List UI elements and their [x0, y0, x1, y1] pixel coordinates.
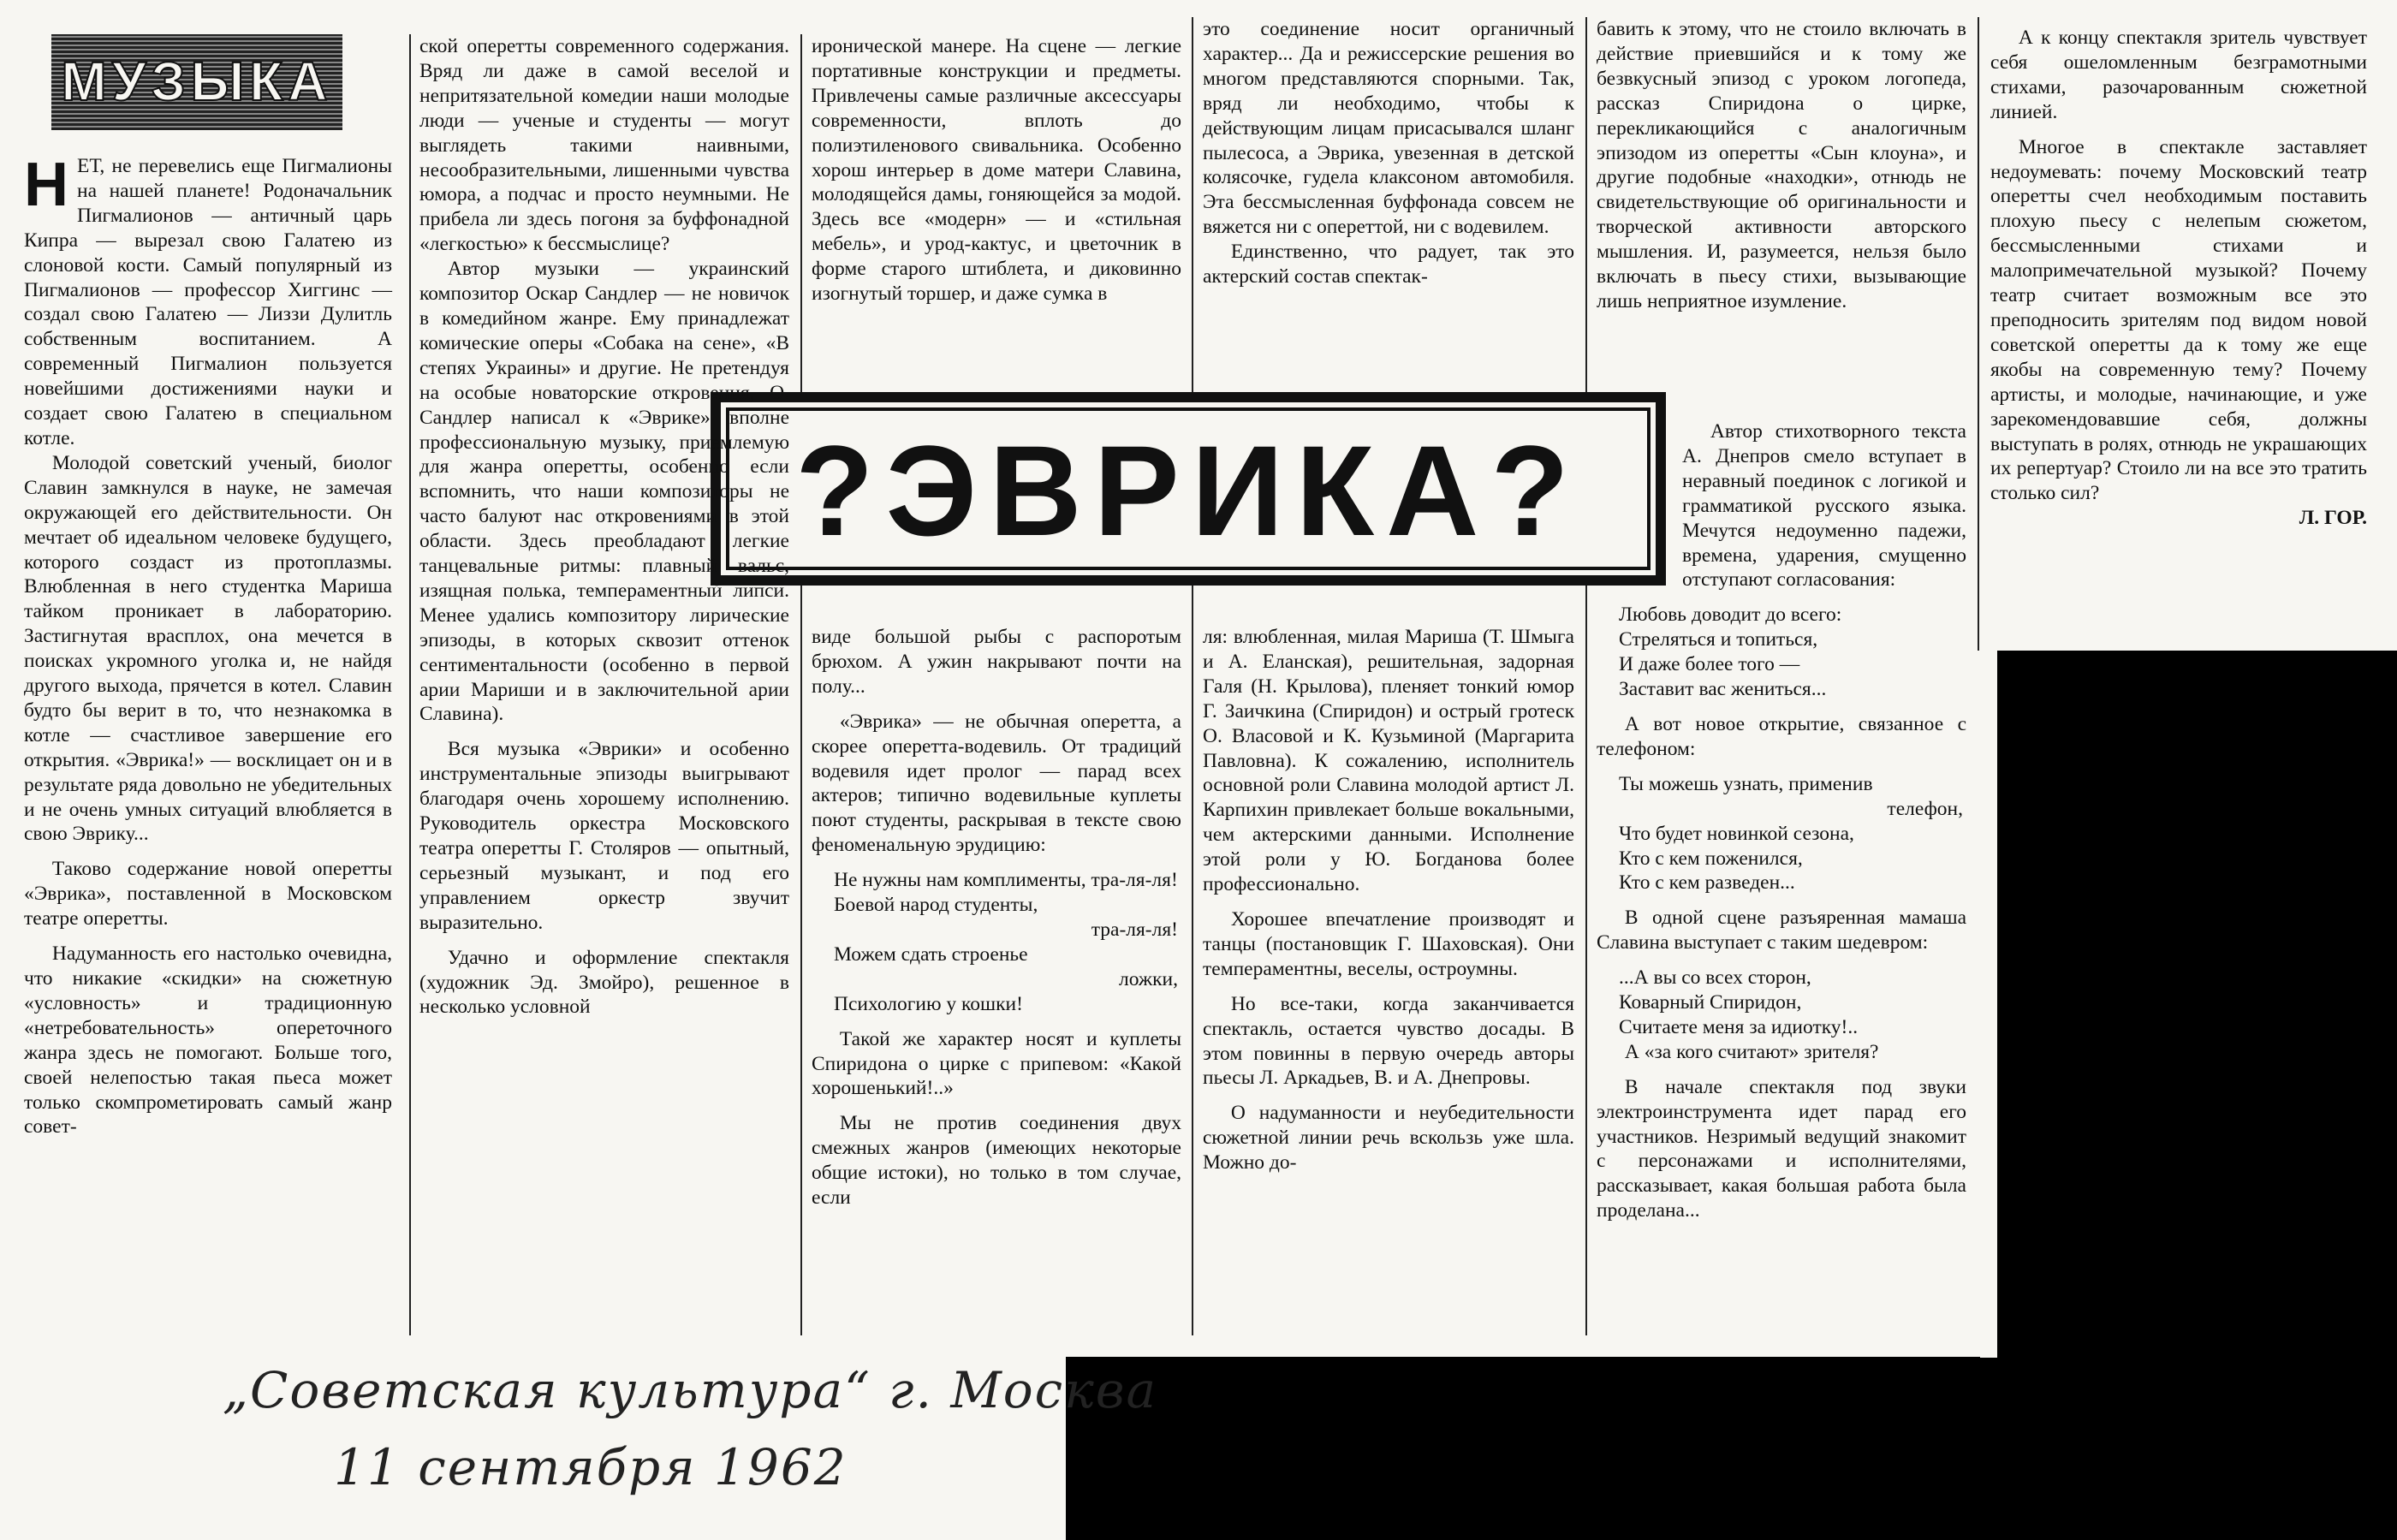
paragraph: А «за кого считают» зрителя?	[1624, 1040, 1879, 1063]
paragraph: Удачно и оформление спектакля (художник Эд. Змойро), решенное в несколько условной	[419, 946, 789, 1019]
paragraph: Молодой советский ученый, биолог Славин замкнулся в науке, не замечая окружающей его действительности. Он мечтает об идеальном человеке будущего, которого создаст из протоплазмы. Влюбленная в него студентка Мариша тайком проникает в лабораторию. Застигнутая врасплох, она мечется в поисках укромного уголка и, не найдя другого выхода, прячется в котел. Славин будто бы верит в то, что незнакомка в котле — счастливое завершение его открытия. «Эврика!» — восклицает он и в результате ряда довольно не убедительных и не очень умных ситуаций влюбляется в свою Эврику...	[24, 451, 392, 846]
handwritten-date-note: 11 сентября 1962	[334, 1438, 848, 1496]
paragraph: ЕТ, не перевелись еще Пигмалионы на нашей планете! Родоначальник Пигмалионов — античный царь Кипра — вырезал свою Галатею из слоновой кости. Самый популярный из Пигмалионов — профессор Хиггинс — создал свою Галатею — Лиззи Дулитль собственным воспитанием. А современный Пигмалион пользуется новейшими достижениями науки и создает свою Галатею в специальном котле.	[24, 155, 392, 449]
verse-line: Коварный Спиридон,	[1619, 991, 1802, 1014]
article-column-4-bottom	[1203, 625, 1574, 1175]
verse-line: ...А вы со всех сторон,	[1619, 966, 1811, 990]
paragraph: ской оперетты современного содержания. Вряд ли даже в самой веселой и непритязательной комедии наши молодые люди — ученые и студенты — могут выглядеть такими наивными, несообразительными, лишенными чувства юмора, а подчас и просто неумными. Не прибела ли здесь погоня за буффонадной «легкостью» к бессмыслице?	[419, 35, 789, 256]
headline-box	[711, 392, 1666, 586]
paragraph: Мы не против соединения двух смежных жанров (имеющих некоторые общие истоки), но только в том случае, если	[812, 1112, 1181, 1210]
paragraph: виде большой рыбы с распоротым брюхом. А ужин накрывают почти на полу...	[812, 626, 1181, 698]
article-column-3-bottom	[812, 625, 1181, 1210]
verse-line: Кто с кем поженился,	[1619, 847, 1803, 870]
paragraph: Единственно, что радует, так это актерский состав спектак-	[1203, 241, 1574, 288]
headline: ?ЭВРИКА?	[794, 419, 1582, 562]
article-column-2	[419, 34, 789, 1020]
paragraph: А к концу спектакля зритель чувствует себя ошеломленным безграмотными стихами, разочарованным сюжетной линией.	[1990, 27, 2367, 123]
paragraph: Многое в спектакле заставляет недоумевать: почему Московский театр оперетты счел необходимым поставить плохую пьесу с нелепым сюжетом, бессмысленными стихами и малопримечательной музыкой? Почему театр считает возможным все это преподносить зрителям под видом новой советской оперетты да к тому же еще якобы на современную тему? Почему артисты, и молодые, начинающие, и уже зарекомендовавшие себя, должны выступать в ролях, отнюдь не украшающих их репертуар? Стоило ли на все это тратить столько сил?	[1990, 135, 2367, 505]
paragraph: бавить к этому, что не стоило включать в действие приевшийся и к тому же безвкусный эпизод с уроком логопеда, рассказ Спиридона о цирке, перекликающийся с аналогичным эпизодом из оперетты «Сын клоуна», и другие подобные «находки», отнюдь не свидетельствующие об оригинальности и творческой активности авторского мышления. И, разумеется, нельзя было включать в пьесу стихи, вызывающие лишь неприятное изумление.	[1597, 18, 1966, 312]
author-signature: Л. ГОР.	[2299, 507, 2367, 530]
article-column-5-bottom	[1597, 419, 1966, 1223]
verse-line: И даже более того —	[1619, 653, 1800, 676]
paragraph: Надуманность его настолько очевидна, что никакие «скидки» на сюжетную «условность» и традиционную «нетребовательность» опереточного жанра здесь не помогают. Больше того, своей нелепостью такая пьеса может только скомпрометировать самый жанр совет-	[24, 942, 392, 1139]
verse-line: Можем сдать строенье	[834, 942, 1028, 966]
verse-line: тра-ля-ля!	[1091, 918, 1178, 941]
verse-line: Считаете меня за идиотку!..	[1619, 1015, 1859, 1038]
paragraph: В одной сцене разъяренная мамаша Славина выступает с таким шедевром:	[1597, 907, 1966, 954]
paragraph: О надуманности и неубедительности сюжетной линии речь вскользь уже шла. Можно до-	[1203, 1102, 1574, 1174]
paragraph: это соединение носит органичный характер... Да и режиссерские решения во многом представляются спорными. Так, вряд ли необходимо, чтобы к действующим лицам присасывался шланг пылесоса, а Эврика, увезенная в детской колясочке, гудела клаксоном автомобиля. Эта бессмысленная буффонада совсем не вяжется ни с опереттой, ни с водевилем.	[1203, 18, 1574, 239]
paragraph: Такой же характер носят и куплеты Спиридона о цирке с припевом: «Какой хорошенький!..»	[812, 1027, 1181, 1100]
column-rule	[800, 34, 802, 1335]
verse-line: Боевой народ студенты,	[834, 894, 1038, 917]
paragraph: «Эврика» — не обычная оперетта, а скорее оперетта-водевиль. От традиций водевиля идет пролог — парад всех актеров; типично водевильные куплеты поют студенты, раскрывая в тексте свою феноменальную эрудицию:	[812, 710, 1181, 857]
column-rule	[409, 34, 411, 1335]
verse-line: Не нужны нам комплименты, тра-ля-ля!	[834, 869, 1178, 892]
paragraph: А вот новое открытие, связанное с телефоном:	[1597, 712, 1966, 760]
rubric-banner	[51, 34, 342, 130]
verse-line: Стреляться и топиться,	[1619, 628, 1818, 651]
paragraph: ля: влюбленная, милая Мариша (Т. Шмыга и А. Еланская), решительная, задорная Галя (Н. Крылова), пленяет тонкий юмор Г. Заичкина (Спиридон) и острый гротеск О. Власовой и К. Кузьминой (Маргарита Павловна). К сожалению, исполнитель основной роли Славина молодой артист Л. Карпихин привлекает больше вокальными, чем актерскими данными. Исполнение этой роли у Ю. Богданова более профессионально.	[1203, 626, 1574, 896]
paragraph: Вся музыка «Эврики» и особенно инструментальные эпизоды выигрывают благодаря очень хорошему исполнению. Руководитель оркестра Московского театра оперетты Г. Столяров — опытный, серьезный музыкант, и под его управлением оркестр звучит выразительно.	[419, 738, 789, 934]
paragraph: Автор музыки — украинский композитор Оскар Сандлер — не новичок в комедийном жанре. Ему принадлежат комические оперы «Собака на сене», «В степях Украины» и другие. Не претендуя на особые новаторские откровения, О. Сандлер написал к «Эврике» вполне профессиональную музыку, приемлемую для жанра оперетты, особенно если вспомнить, что наши композиторы не часто балуют нас откровениями в этой области. Здесь преобладают легкие танцевальные ритмы: плавный вальс, изящная полька, темпераментный липси. Менее удались композитору лирические эпизоды, в которых сквозит оттенок сентиментальности (особенно в первой арии Мариши и в заключительной арии Славина).	[419, 258, 789, 726]
verse-line: Заставит вас жениться...	[1619, 678, 1827, 701]
article-column-1	[24, 151, 392, 1139]
verse-line: Психологию у кошки!	[834, 992, 1023, 1015]
verse-line: телефон,	[1887, 797, 1963, 820]
column-rule	[1978, 17, 1979, 651]
paragraph: иронической манере. На сцене — легкие портативные конструкции и предметы. Привлечены самые различные аксессуары современности, вплоть до полиэтиленового свивальника. Особенно хорош интерьер в доме матери Славина, молодящейся дамы, гоняющейся за модой. Здесь все «модерн» — и «стильная мебель», и урод-кактус, и цветочник в форме старого штиблета, и диковинно изогнутый торшер, и даже сумка в	[812, 35, 1181, 306]
clipping-gap	[1980, 651, 1997, 1358]
paragraph: Но все-таки, когда заканчивается спектакль, остается чувство досады. В этом повинны в первую очередь авторы пьесы Л. Аркадьев, В. и А. Днепровы.	[1203, 992, 1574, 1090]
handwritten-source-note: „Советская культура“ г. Москва	[223, 1361, 1158, 1419]
article-column-5-top	[1597, 17, 1966, 314]
paragraph: Таково содержание новой оперетты «Эврика», поставленной в Московском театре оперетты.	[24, 858, 392, 931]
verse-line: Кто с кем разведен...	[1619, 871, 1795, 895]
column-rule	[1192, 17, 1193, 1335]
rubric-label: МУЗЫКА	[61, 51, 333, 112]
verse-line: Ты можешь узнать, применив	[1619, 772, 1873, 795]
paragraph: Хорошее впечатление производят и танцы (постановщик Г. Шаховская). Они темпераментны, веселы, остроумны.	[1203, 907, 1574, 980]
drop-cap: Н	[24, 151, 68, 219]
paragraph: В начале спектакля под звуки электроинструмента идет парад его участников. Незримый ведущий знакомит с персонажами и исполнителями, рассказывает, какая большая работа была проделана...	[1597, 1075, 1966, 1222]
paragraph: Автор стихотворного текста А. Днепров смело вступает в неравный поединок с логикой и грамматикой русского языка. Мечутся недоуменно падежи, времена, ударения, смущенно отступают согласования:	[1682, 420, 1966, 592]
article-column-3-top	[812, 34, 1181, 306]
article-column-6	[1990, 26, 2367, 531]
verse-line: Что будет новинкой сезона,	[1619, 822, 1854, 845]
verse-line: Любовь доводит до всего:	[1619, 604, 1842, 627]
article-column-4-top	[1203, 17, 1574, 289]
verse-line: ложки,	[1119, 967, 1178, 990]
column-rule	[1585, 17, 1587, 1335]
